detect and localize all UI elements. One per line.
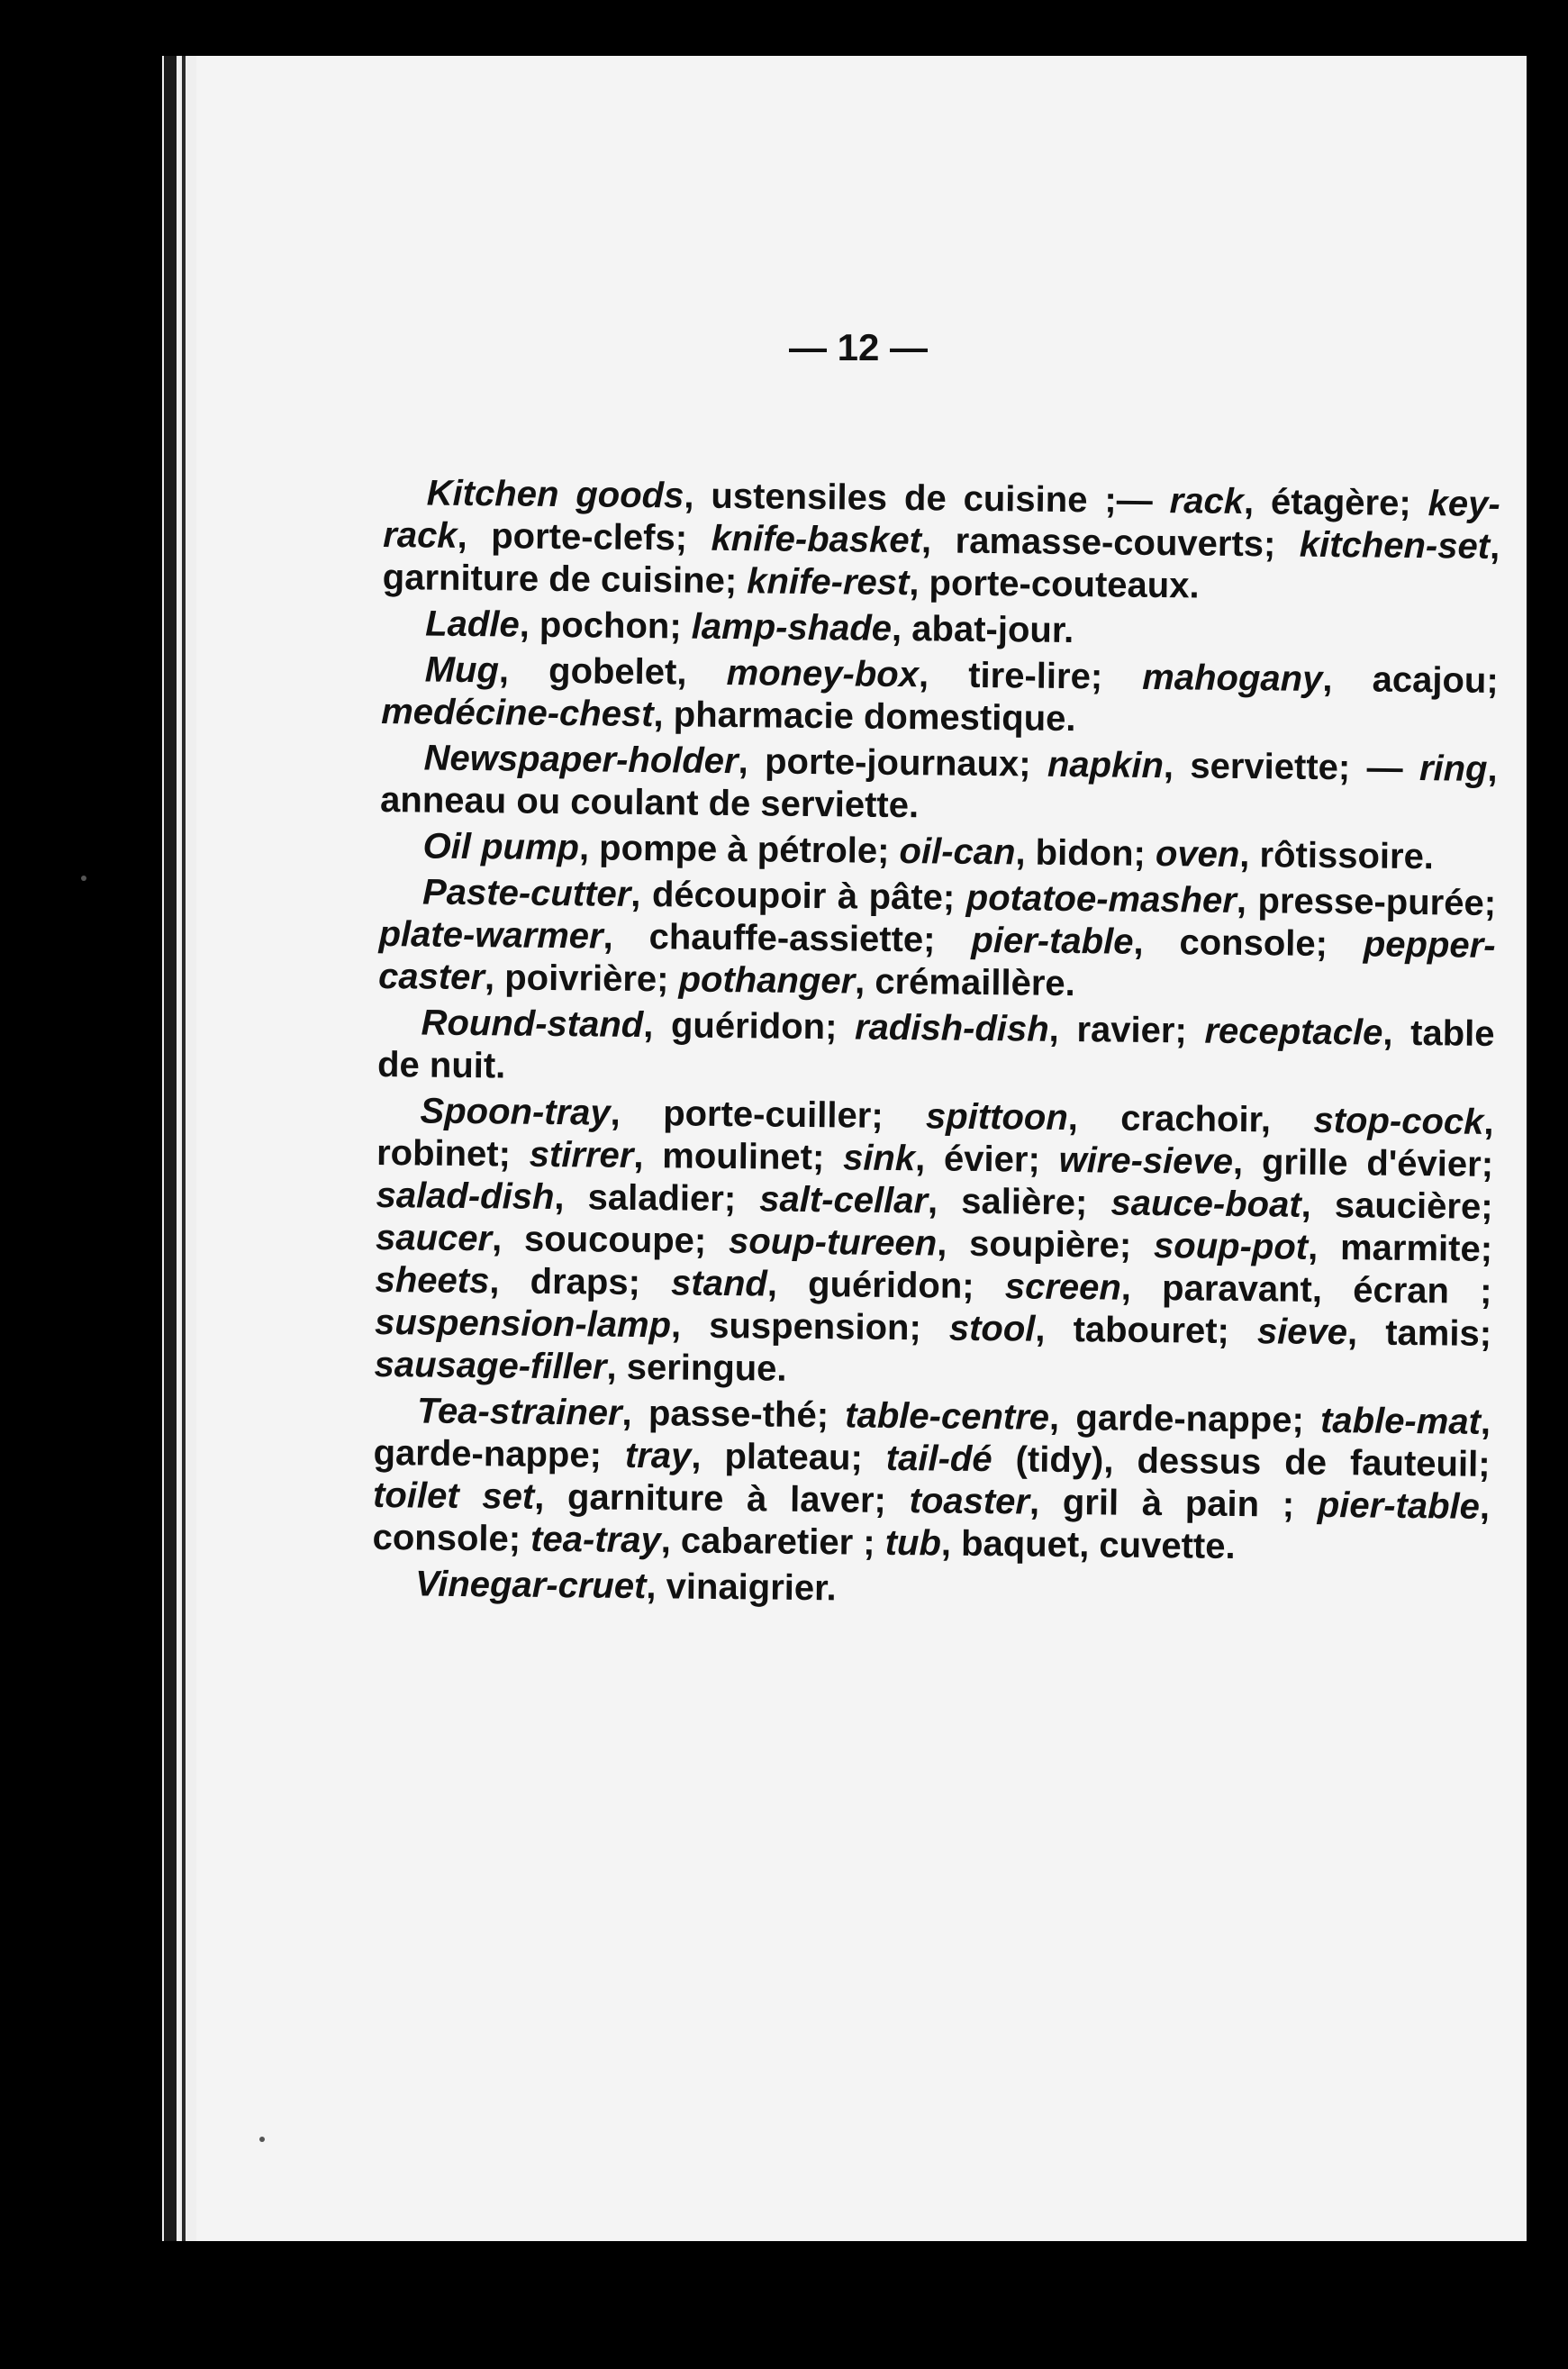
english-term: rack <box>1169 481 1245 522</box>
french-translation: , abat-jour. <box>891 608 1074 651</box>
english-term: plate-warmer <box>378 913 603 957</box>
english-term: suspension-lamp <box>374 1302 672 1346</box>
english-term: tray <box>624 1435 692 1476</box>
english-term: wire-sieve <box>1058 1139 1234 1182</box>
english-term: sauce-boat <box>1110 1183 1301 1225</box>
english-term: screen <box>1004 1266 1122 1308</box>
french-translation: , soupière; <box>936 1223 1155 1266</box>
french-translation: , anneau ou coulant de serviette. <box>379 749 1498 826</box>
french-translation: , évier; <box>914 1139 1059 1180</box>
english-term: pier-table <box>1317 1484 1481 1527</box>
french-translation: , garniture de cuisine; <box>382 526 1500 602</box>
english-term: radish-dish <box>854 1007 1049 1049</box>
vocabulary-paragraph <box>372 1390 1491 1571</box>
french-translation: , bidon; <box>1015 832 1156 874</box>
english-term: Oil pump <box>422 826 580 868</box>
french-translation: , passe-thé; <box>621 1393 846 1436</box>
english-term: key-rack <box>383 484 1500 556</box>
french-translation: , guéridon; <box>642 1005 856 1048</box>
english-term: pothanger <box>678 959 856 1002</box>
scan-left-edge <box>164 56 177 2241</box>
book-page <box>196 56 1520 2241</box>
english-term: soup-pot <box>1153 1226 1309 1267</box>
english-term: stirrer <box>529 1134 634 1175</box>
english-term: toaster <box>909 1481 1030 1522</box>
english-term: sausage-filler <box>374 1344 607 1387</box>
vocabulary-paragraph <box>377 1002 1495 1098</box>
french-translation: , paravant, écran ; <box>1120 1267 1492 1312</box>
english-term: tub <box>884 1522 942 1564</box>
english-term: Newspaper-holder <box>423 738 739 782</box>
french-translation: , ramasse-couverts; <box>920 521 1301 565</box>
french-translation: , grille d'évier; <box>1232 1141 1494 1184</box>
english-term: Ladle <box>425 604 520 645</box>
english-term: stop-cock <box>1313 1100 1484 1142</box>
french-translation: , découpoir à pâte; <box>630 874 967 918</box>
vocabulary-paragraph <box>378 871 1496 1010</box>
vocabulary-paragraph <box>382 603 1499 657</box>
english-term: Paste-cutter <box>421 872 631 914</box>
french-translation: , ravier; <box>1048 1009 1205 1051</box>
french-translation: , garde-nappe; <box>1048 1397 1321 1440</box>
french-translation: , console; <box>1133 921 1364 965</box>
english-term: salad-dish <box>376 1175 555 1218</box>
english-term: stool <box>948 1308 1036 1349</box>
vocabulary-text <box>372 472 1500 1620</box>
english-term: Tea-strainer <box>416 1391 622 1433</box>
french-translation: , suspension; <box>670 1305 950 1348</box>
french-translation: , saucière; <box>1301 1184 1493 1227</box>
french-translation: , pompe à pétrole; <box>578 828 900 872</box>
english-term: table-centre <box>845 1395 1050 1438</box>
english-term: spittoon <box>925 1096 1069 1138</box>
french-translation: , porte-couteaux. <box>909 563 1200 606</box>
english-term: table-mat <box>1319 1400 1482 1442</box>
english-term: knife-rest <box>747 561 910 604</box>
english-term: potatoe-masher <box>965 877 1237 921</box>
english-term: tail-dé <box>885 1438 992 1480</box>
french-translation: , plateau; <box>691 1436 887 1478</box>
french-translation: , porte-cuiller; <box>610 1093 927 1137</box>
french-translation: , tabouret; <box>1035 1309 1258 1352</box>
english-term: oil-can <box>899 831 1016 873</box>
english-term: salt-cellar <box>759 1179 929 1221</box>
vocabulary-paragraph <box>372 1563 1489 1617</box>
french-translation: , guéridon; <box>766 1264 1006 1307</box>
french-translation: , acajou; <box>1322 658 1499 701</box>
vocabulary-paragraph <box>379 825 1496 879</box>
french-translation: , table de nuit. <box>376 1012 1495 1086</box>
english-term: napkin <box>1047 744 1165 786</box>
english-term: stand <box>670 1263 768 1304</box>
french-translation: , soucoupe; <box>491 1219 730 1262</box>
french-translation: , porte-clefs; <box>457 515 711 558</box>
english-term: toilet set <box>372 1475 535 1517</box>
vocabulary-paragraph <box>383 472 1500 611</box>
french-translation: , serviette; — <box>1163 746 1420 789</box>
french-translation: , cabaretier ; <box>660 1520 885 1563</box>
english-term: oven <box>1155 833 1240 875</box>
french-translation: , moulinet; <box>633 1135 844 1178</box>
scan-right-edge <box>1527 56 1568 2241</box>
french-translation: , pochon; <box>519 604 693 647</box>
vocabulary-paragraph <box>381 649 1499 745</box>
french-translation: , tire-lire; <box>918 655 1143 697</box>
french-translation: , porte-journaux; <box>738 741 1048 785</box>
french-translation: , robinet; <box>376 1102 1494 1175</box>
french-translation: , salière; <box>927 1181 1111 1223</box>
english-term: money-box <box>726 652 920 695</box>
french-translation: , poivrière; <box>484 958 679 1000</box>
french-translation: , rôtissoire. <box>1239 834 1435 877</box>
english-term: mahogany <box>1142 657 1323 699</box>
english-term: soup-tureen <box>728 1221 938 1264</box>
french-translation: , crachoir, <box>1067 1097 1314 1140</box>
scan-speck <box>259 2137 265 2142</box>
french-translation: , console; <box>372 1486 1491 1559</box>
french-translation: (tidy), dessus de fauteuil; <box>992 1439 1491 1484</box>
english-term: receptacle <box>1204 1011 1383 1053</box>
vocabulary-paragraph <box>380 737 1498 833</box>
english-term: Spoon-tray <box>420 1091 611 1133</box>
french-translation: , garniture à laver; <box>533 1476 910 1521</box>
english-term: sink <box>842 1138 916 1179</box>
french-translation: , ustensiles de cuisine ;— <box>684 476 1170 522</box>
french-translation: , tamis; <box>1346 1312 1492 1354</box>
french-translation: , presse-purée; <box>1236 880 1497 923</box>
french-translation: , crémaillère. <box>854 961 1075 1004</box>
english-term: lamp-shade <box>691 606 893 649</box>
french-translation: , seringue. <box>606 1347 787 1389</box>
english-term: sieve <box>1256 1312 1348 1353</box>
scan-speck <box>81 876 86 881</box>
french-translation: , chauffe-assiette; <box>603 916 972 960</box>
french-translation: , draps; <box>489 1261 672 1303</box>
french-translation: , vinaigrier. <box>646 1566 837 1609</box>
french-translation: , étagère; <box>1243 482 1428 524</box>
scan-left-edge-line <box>182 56 186 2241</box>
english-term: Vinegar-cruet <box>414 1564 647 1607</box>
vocabulary-paragraph <box>374 1090 1493 1398</box>
french-translation: , pharmacie domestique. <box>653 694 1076 740</box>
english-term: pepper-caster <box>377 924 1496 998</box>
french-translation: , marmite; <box>1307 1227 1493 1269</box>
english-term: saucer <box>375 1217 493 1259</box>
english-term: pier-table <box>971 920 1134 962</box>
english-term: medécine-chest <box>380 691 654 735</box>
english-term: ring <box>1418 749 1488 789</box>
french-translation: , gril à pain ; <box>1029 1482 1319 1525</box>
page-number: — 12 — <box>788 326 929 368</box>
french-translation: , saladier; <box>554 1177 760 1220</box>
english-term: Mug <box>424 649 500 691</box>
english-term: knife-basket <box>711 518 922 561</box>
french-translation: , baquet, cuvette. <box>940 1523 1236 1566</box>
french-translation: , garde-nappe; <box>373 1402 1491 1475</box>
english-term: tea-tray <box>530 1519 661 1561</box>
english-term: sheets <box>375 1259 490 1302</box>
english-term: kitchen-set <box>1299 524 1491 567</box>
english-term: Round-stand <box>421 1003 644 1046</box>
english-term: Kitchen goods <box>426 473 684 516</box>
french-translation: , gobelet, <box>498 650 727 693</box>
